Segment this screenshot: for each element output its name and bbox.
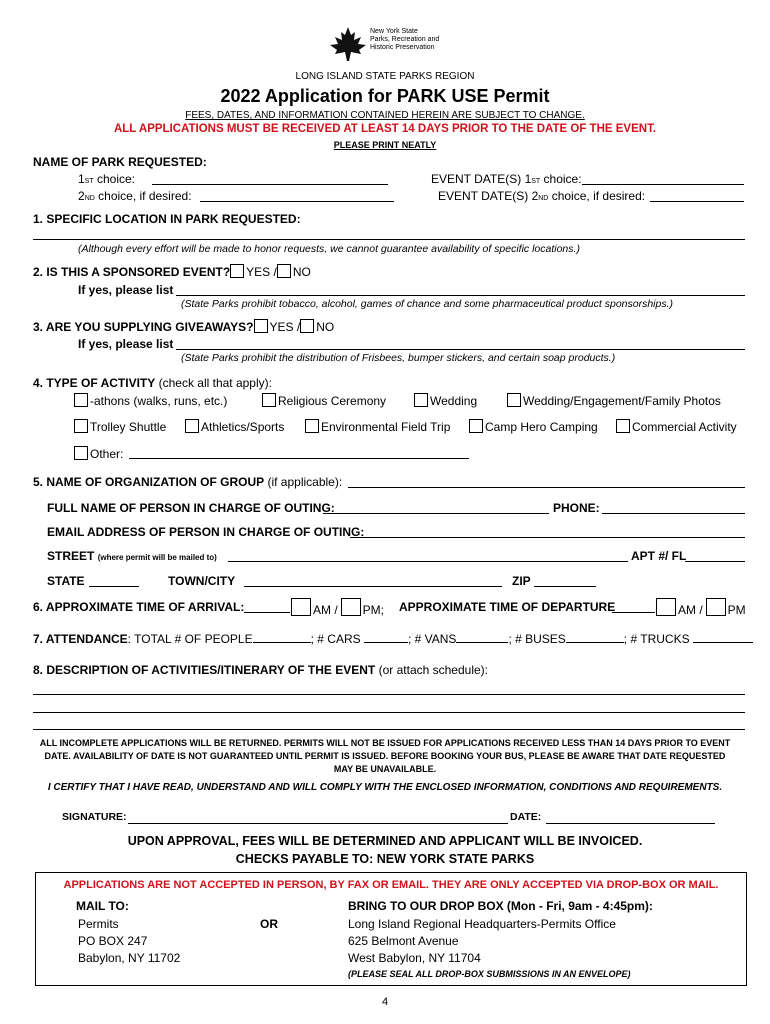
arrival-ampm	[291, 598, 384, 617]
departure-pm-label: PM	[727, 603, 746, 617]
mail-line-3: Babylon, NY 11702	[78, 951, 181, 965]
vans-field[interactable]	[456, 642, 508, 643]
people-field[interactable]	[253, 642, 311, 643]
description-line-3[interactable]	[33, 729, 745, 730]
departure-ampm	[656, 598, 746, 617]
street-field[interactable]	[228, 561, 628, 562]
q2-no-checkbox[interactable]	[277, 264, 291, 278]
departure-pm-checkbox[interactable]	[706, 598, 726, 616]
street-hint: (where permit will be mailed to)	[97, 553, 217, 562]
arrival-pm-checkbox[interactable]	[341, 598, 361, 616]
maple-leaf-icon	[328, 26, 368, 62]
activity-other[interactable]	[74, 446, 123, 461]
activity-commercial[interactable]	[616, 419, 737, 434]
buses-label: ; # BUSES	[508, 632, 566, 646]
q2-note: (State Parks prohibit tobacco, alcohol, games of chance and some pharmaceutical product sponsorships.)	[181, 298, 674, 310]
q8-label: 8. DESCRIPTION OF ACTIVITIES/ITINERARY OF THE EVENT	[33, 663, 376, 677]
dropbox-heading: BRING TO OUR DROP BOX (Mon - Fri, 9am - 4:45pm):	[348, 899, 653, 913]
cars-label: ; # CARS	[310, 632, 361, 646]
apt-label: APT #/ FL	[631, 549, 687, 563]
photos-label: Wedding/Engagement/Family Photos	[523, 394, 721, 408]
signature-label: SIGNATURE:	[62, 811, 127, 823]
mail-line-1: Permits	[78, 917, 119, 931]
commercial-label: Commercial Activity	[632, 420, 737, 434]
signature-field[interactable]	[128, 823, 508, 824]
fullname-label: FULL NAME OF PERSON IN CHARGE OF OUTING:	[47, 501, 335, 515]
second-choice-label: 2ND choice, if desired:	[78, 189, 192, 203]
dropbox-line-2: 625 Belmont Avenue	[348, 934, 459, 948]
deadline-note: ALL APPLICATIONS MUST BE RECEIVED AT LEAST 14 DAYS PRIOR TO THE DATE OF THE EVENT.	[113, 123, 657, 135]
q2-list-label: If yes, please list	[78, 283, 174, 297]
approval-line-1: UPON APPROVAL, FEES WILL BE DETERMINED AND APPLICANT WILL BE INVOICED.	[127, 834, 643, 848]
wedding-checkbox[interactable]	[414, 393, 428, 407]
town-field[interactable]	[244, 586, 502, 587]
incomplete-notice-1: ALL INCOMPLETE APPLICATIONS WILL BE RETURNED. PERMITS WILL NOT BE ISSUED FOR APPLICATIONS RECEIVED LESS THAN 14 DAYS PRIOR TO EVENT	[39, 738, 731, 748]
activity-trolley[interactable]	[74, 419, 166, 434]
zip-label: ZIP	[512, 574, 531, 588]
q2-yes-checkbox[interactable]	[230, 264, 244, 278]
departure-field[interactable]	[612, 612, 655, 613]
q3-no-checkbox[interactable]	[300, 319, 314, 333]
incomplete-notice-2: DATE. AVAILABILITY OF DATE IS NOT GUARANTEED UNTIL PERMIT IS ISSUED. BEFORE BOOKING YOUR BUS, PLEASE BE AWARE THAT DATE REQUESTED	[44, 751, 726, 761]
approval-line-2: CHECKS PAYABLE TO: NEW YORK STATE PARKS	[235, 852, 535, 866]
q1-field[interactable]	[33, 239, 745, 240]
arrival-pm-label: PM;	[362, 603, 385, 617]
athletics-checkbox[interactable]	[185, 419, 199, 433]
departure-label: APPROXIMATE TIME OF DEPARTURE	[399, 600, 616, 614]
park-heading: NAME OF PARK REQUESTED:	[33, 155, 207, 169]
q2-yes-label: YES /	[246, 265, 277, 279]
trucks-label: ; # TRUCKS	[623, 632, 690, 646]
dropbox-note: (PLEASE SEAL ALL DROP-BOX SUBMISSIONS IN AN ENVELOPE)	[348, 969, 631, 979]
state-label: STATE	[47, 574, 85, 588]
trolley-checkbox[interactable]	[74, 419, 88, 433]
athons-checkbox[interactable]	[74, 393, 88, 407]
town-label: TOWN/CITY	[168, 574, 236, 588]
email-field[interactable]	[350, 537, 745, 538]
certify-statement: I CERTIFY THAT I HAVE READ, UNDERSTAND AND WILL COMPLY WITH THE ENCLOSED INFORMATION, CONDITIONS AND REQUIREMENTS.	[47, 782, 723, 793]
attendance-label: 7. ATTENDANCE	[33, 632, 128, 646]
q3-row	[33, 319, 334, 334]
dropbox-line-1: Long Island Regional Headquarters-Permits Office	[348, 917, 616, 931]
q1-label: 1. SPECIFIC LOCATION IN PARK REQUESTED:	[33, 212, 301, 226]
first-choice-field[interactable]	[152, 184, 388, 185]
mail-heading: MAIL TO:	[76, 899, 129, 913]
attendance-row	[33, 632, 753, 646]
mail-line-2: PO BOX 247	[78, 934, 148, 948]
other-field[interactable]	[129, 458, 469, 459]
q3-list-field[interactable]	[176, 349, 745, 350]
athletics-label: Athletics/Sports	[201, 420, 285, 434]
street-row	[47, 549, 217, 563]
date-label: DATE:	[510, 811, 542, 823]
field-trip-label: Environmental Field Trip	[321, 420, 451, 434]
q4-hint: (check all that apply):	[158, 376, 272, 390]
date-field[interactable]	[546, 823, 715, 824]
event-second-label: EVENT DATE(S) 2ND choice, if desired:	[438, 189, 646, 203]
or-label: OR	[260, 917, 278, 931]
not-accepted-notice: APPLICATIONS ARE NOT ACCEPTED IN PERSON, BY FAX OR EMAIL. THEY ARE ONLY ACCEPTED VIA DROP-BOX OR MAIL.	[63, 879, 719, 891]
submission-box	[35, 872, 747, 986]
q2-list-field[interactable]	[176, 295, 745, 296]
q5-heading	[33, 475, 342, 489]
vans-label: ; # VANS	[407, 632, 457, 646]
q5-label: 5. NAME OF ORGANIZATION OF GROUP	[33, 475, 265, 489]
q2-label: 2. IS THIS A SPONSORED EVENT?	[33, 265, 231, 279]
fullname-field[interactable]	[323, 513, 549, 514]
phone-label: PHONE:	[553, 501, 600, 515]
trucks-field[interactable]	[693, 642, 753, 643]
buses-field[interactable]	[566, 642, 624, 643]
field-trip-checkbox[interactable]	[305, 419, 319, 433]
logo-line-2: Parks, Recreation and	[370, 36, 440, 43]
athons-label: -athons (walks, runs, etc.)	[90, 394, 228, 408]
event-first-field[interactable]	[582, 184, 744, 185]
photos-checkbox[interactable]	[507, 393, 521, 407]
commercial-checkbox[interactable]	[616, 419, 630, 433]
departure-am-label: AM /	[678, 603, 703, 617]
arrival-field[interactable]	[244, 612, 290, 613]
q4-label: 4. TYPE OF ACTIVITY	[33, 376, 156, 390]
wedding-label: Wedding	[430, 394, 478, 408]
q2-no-label: NO	[292, 265, 311, 279]
q1-note: (Although every effort will be made to honor requests, we cannot guarantee availability of specific locations.)	[78, 243, 580, 255]
camp-label: Camp Hero Camping	[485, 420, 598, 434]
arrival-am-label: AM /	[313, 603, 338, 617]
page-title: 2022 Application for PARK USE Permit	[220, 86, 550, 106]
region-label: LONG ISLAND STATE PARKS REGION	[295, 71, 475, 82]
activity-photos[interactable]	[507, 393, 721, 408]
cars-field[interactable]	[364, 642, 408, 643]
fees-note: FEES, DATES, AND INFORMATION CONTAINED HEREIN ARE SUBJECT TO CHANGE.	[185, 110, 585, 121]
people-label: : TOTAL # OF PEOPLE	[127, 632, 253, 646]
arrival-am-checkbox[interactable]	[291, 598, 311, 616]
state-field[interactable]	[89, 586, 139, 587]
religious-label: Religious Ceremony	[278, 394, 387, 408]
street-label: STREET	[47, 549, 95, 563]
other-checkbox[interactable]	[74, 446, 88, 460]
other-label: Other:	[90, 447, 124, 461]
activity-religious[interactable]	[262, 393, 386, 408]
logo-line-3: Historic Preservation	[370, 44, 435, 51]
print-note: PLEASE PRINT NEATLY	[333, 140, 437, 150]
activity-athletics[interactable]	[185, 419, 284, 434]
dropbox-line-3: West Babylon, NY 11704	[348, 951, 481, 965]
departure-am-checkbox[interactable]	[656, 598, 676, 616]
activity-camp[interactable]	[469, 419, 598, 434]
second-choice-field[interactable]	[200, 201, 394, 202]
logo-line-1: New York State	[370, 28, 418, 35]
q3-yes-label: YES /	[269, 320, 301, 334]
apt-field[interactable]	[685, 561, 745, 562]
q5-hint: (if applicable):	[267, 475, 343, 489]
description-line-2[interactable]	[33, 712, 745, 713]
q3-list-label: If yes, please list	[78, 337, 174, 351]
q3-label: 3. ARE YOU SUPPLYING GIVEAWAYS?	[33, 320, 254, 334]
activity-field-trip[interactable]	[305, 419, 450, 434]
organization-field[interactable]	[348, 487, 745, 488]
camp-checkbox[interactable]	[469, 419, 483, 433]
q3-no-label: NO	[316, 320, 335, 334]
q2-row	[33, 264, 311, 279]
q3-yes-checkbox[interactable]	[254, 319, 268, 333]
q8-heading	[33, 663, 488, 677]
activity-wedding[interactable]	[414, 393, 477, 408]
phone-field[interactable]	[602, 513, 745, 514]
q3-note: (State Parks prohibit the distribution of Frisbees, bumper stickers, and certain soap products.)	[181, 352, 616, 364]
zip-field[interactable]	[534, 586, 596, 587]
activity-athons[interactable]	[74, 393, 227, 408]
incomplete-notice-3: MAY BE UNAVAILABLE.	[333, 764, 437, 774]
q4-heading	[33, 376, 272, 390]
religious-checkbox[interactable]	[262, 393, 276, 407]
page-number: 4	[381, 996, 389, 1008]
first-choice-label: 1ST choice:	[78, 172, 135, 186]
q8-hint: (or attach schedule):	[378, 663, 488, 677]
trolley-label: Trolley Shuttle	[90, 420, 167, 434]
arrival-label: 6. APPROXIMATE TIME OF ARRIVAL:	[33, 600, 245, 614]
event-second-field[interactable]	[650, 201, 744, 202]
event-first-label: EVENT DATE(S) 1ST choice:	[431, 172, 582, 186]
email-label: EMAIL ADDRESS OF PERSON IN CHARGE OF OUTING:	[47, 525, 365, 539]
description-line-1[interactable]	[33, 694, 745, 695]
